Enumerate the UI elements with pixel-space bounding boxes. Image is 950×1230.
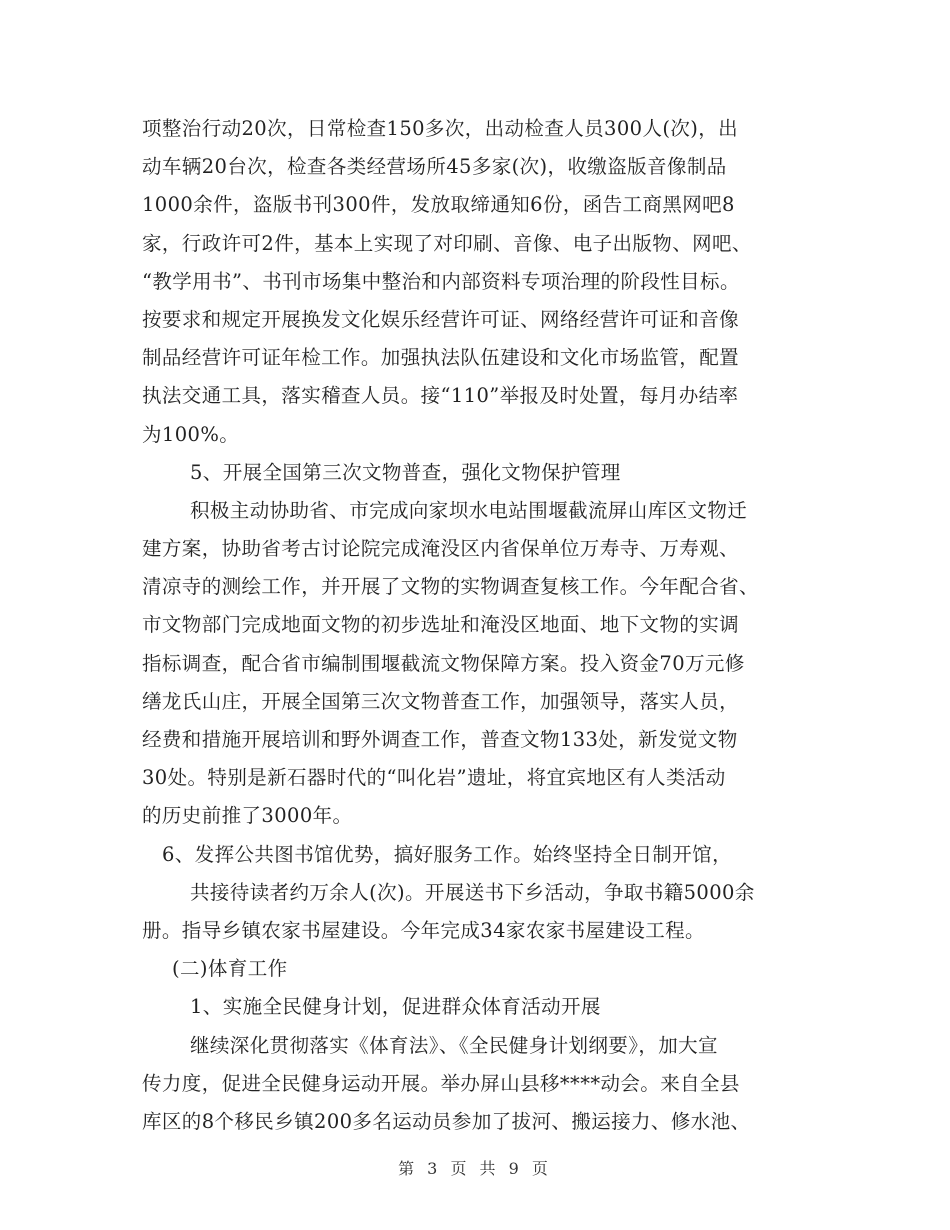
text-line: 积极主动协助省、市完成向家坝水电站围堰截流屏山库区文物迁 — [190, 498, 748, 522]
text-line: 库区的8个移民乡镇200多名运动员参加了拔河、搬运接力、修水池、 — [142, 1109, 751, 1133]
text-line: 清凉寺的测绘工作，并开展了文物的实物调查复核工作。今年配合省、 — [142, 575, 759, 599]
text-line: 按要求和规定开展换发文化娱乐经营许可证、网络经营许可证和音像 — [142, 307, 740, 331]
text-line: 动车辆20台次，检查各类经营场所45多家(次)，收缴盗版音像制品 — [142, 155, 727, 179]
text-line: 指标调查，配合省市编制围堰截流文物保障方案。投入资金70万元修 — [142, 651, 745, 675]
text-line: 的历史前推了3000年。 — [142, 804, 353, 828]
text-line: 缮龙氏山庄，开展全国第三次文物普查工作，加强领导，落实人员， — [142, 689, 740, 713]
text-line: 执法交通工具，落实稽查人员。接“110”举报及时处置，每月办结率 — [142, 384, 739, 408]
text-line: 传力度，促进全民健身运动开展。举办屏山县移****动会。来自全县 — [142, 1071, 740, 1095]
text-line: 共接待读者约万余人(次)。开展送书下乡活动，争取书籍5000余 — [190, 880, 755, 904]
section-heading: 1、实施全民健身计划，促进群众体育活动开展 — [190, 995, 601, 1019]
text-line: 项整治行动20次，日常检查150多次，出动检查人员300人(次)，出 — [142, 117, 739, 140]
text-line: 经费和措施开展培训和野外调查工作，普查文物133处，新发觉文物 — [142, 728, 738, 751]
text-line: 市文物部门完成地面文物的初步选址和淹没区地面、地下文物的实调 — [142, 613, 740, 637]
text-line: 家，行政许可2件，基本上实现了对印刷、音像、电子出版物、网吧、 — [142, 231, 752, 255]
page-number-footer: 第 3 页 共 9 页 — [398, 1159, 552, 1178]
text-line: 册。指导乡镇农家书屋建设。今年完成34家农家书屋建设工程。 — [142, 918, 705, 942]
text-line: 30处。特别是新石器时代的“叫化岩”遗址，将宜宾地区有人类活动 — [142, 766, 726, 790]
document-body — [142, 110, 812, 1141]
section-heading: 5、开展全国第三次文物普查，强化文物保护管理 — [190, 460, 621, 484]
text-line: 为100%。 — [142, 422, 240, 446]
text-line: 6、发挥公共图书馆优势，搞好服务工作。始终坚持全日制开馆， — [162, 842, 733, 866]
text-line: 制品经营许可证年检工作。加强执法队伍建设和文化市场监管，配置 — [142, 346, 740, 370]
text-line: 继续深化贯彻落实《体育法》、《全民健身计划纲要》，加大宣 — [190, 1033, 718, 1057]
section-heading: (二)体育工作 — [172, 957, 288, 981]
text-line: 1000余件，盗版书刊300件，发放取缔通知6份，函告工商黑网吧8 — [142, 193, 735, 217]
text-line: 建方案，协助省考古讨论院完成淹没区内省保单位万寿寺、万寿观、 — [142, 537, 740, 561]
text-line: “教学用书”、书刊市场集中整治和内部资料专项治理的阶段性目标。 — [142, 269, 740, 293]
